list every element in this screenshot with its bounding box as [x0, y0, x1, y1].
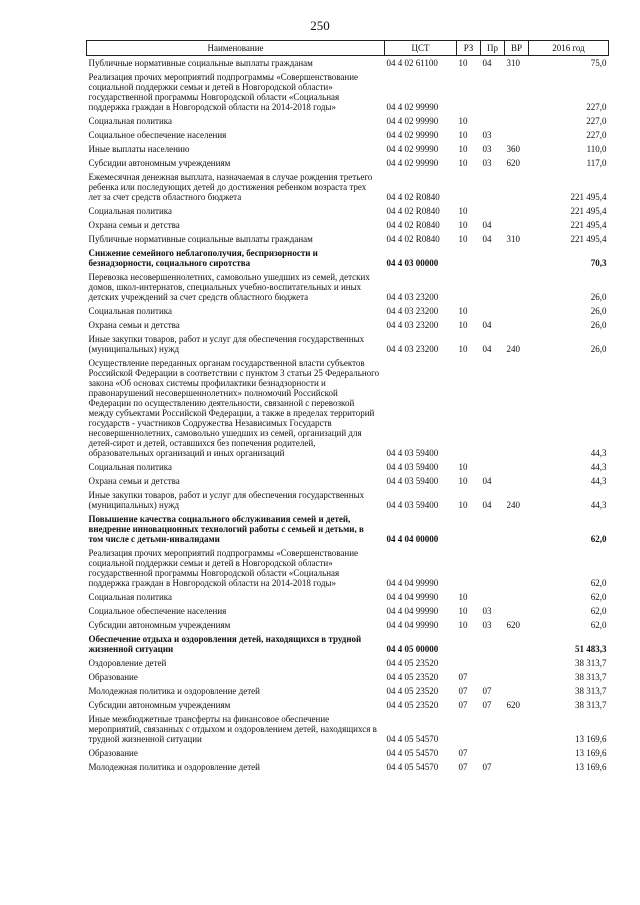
row-name: Образование: [88, 748, 138, 758]
table-row: [87, 128, 609, 142]
row-cst: 04 4 05 23520: [386, 658, 439, 668]
row-rz: 10: [458, 58, 468, 68]
row-rz: 10: [458, 234, 468, 244]
row-rz: [457, 356, 481, 460]
row-name: Социальное обеспечение населения: [88, 130, 227, 140]
row-name: Осуществление переданных органам государственной власти субъектов Российской Федерации в соответствии с пунктом 3 статьи 25 Федерального закона «Об основах системы профилактики безнадзорности и правонарушений несовершеннолетних» полномочий Российской Федерации по осуществлению деятельности, связанной с перевозкой между субъектами Российской Федерации, а также в пределах территорий государств - участников Содружества Независимых Государств несовершеннолетних, самовольно ушедших из семей, организаций для детей-сирот и детей, оставшихся без попечения родителей, образовательных организаций и иных организаций: [88, 358, 380, 458]
row-pr: [481, 304, 505, 318]
row-name: Реализация прочих мероприятий подпрограммы «Совершенствование социальной поддержки семьи и детей в Новгородской области» государственной программы Новгородской области «Социальная поддержка граждан в Новгородской области на 2014-2018 годы»: [88, 72, 359, 112]
row-name: Охрана семьи и детства: [88, 320, 180, 330]
table-row: [87, 488, 609, 512]
row-pr: 03: [482, 144, 492, 154]
row-vr: [505, 170, 529, 204]
table-row: [87, 170, 609, 204]
row-pr: 04: [482, 320, 492, 330]
row-pr: [481, 712, 505, 746]
row-cst: 04 4 03 23200: [386, 344, 439, 354]
row-cst: 04 4 03 59400: [386, 476, 439, 486]
row-vr: 310: [506, 58, 520, 68]
row-vr: 620: [506, 158, 520, 168]
table-row: [87, 56, 609, 71]
row-cst: 04 4 02 99990: [386, 116, 439, 126]
row-sum: 26,0: [590, 292, 607, 302]
row-cst: 04 4 02 R0840: [386, 192, 440, 202]
row-cst: 04 4 02 99990: [386, 102, 439, 112]
row-cst: 04 4 02 R0840: [386, 206, 440, 216]
row-rz: 07: [458, 672, 468, 682]
row-name: Иные межбюджетные трансферты на финансовое обеспечение мероприятий, связанных с отдыхом и оздоровлением детей, находящихся в трудной жизненной ситуации: [88, 714, 377, 744]
row-pr: 04: [482, 344, 492, 354]
row-pr: [481, 460, 505, 474]
header-pr: Пр: [481, 41, 505, 56]
table-row: [87, 142, 609, 156]
row-name: Публичные нормативные социальные выплаты гражданам: [88, 58, 313, 68]
table-row: [87, 356, 609, 460]
row-vr: [505, 684, 529, 698]
page-number: 250: [310, 18, 330, 33]
table-row: [87, 684, 609, 698]
row-pr: 04: [482, 58, 492, 68]
row-cst: 04 4 04 99990: [386, 620, 439, 630]
row-sum: 38 313,7: [575, 686, 607, 696]
table-row: [87, 114, 609, 128]
row-name: Социальная политика: [88, 206, 172, 216]
row-cst: 04 4 05 23520: [386, 700, 439, 710]
row-cst: 04 4 02 61100: [386, 58, 438, 68]
table-row: [87, 512, 609, 546]
row-vr: 240: [506, 500, 520, 510]
row-sum: 62,0: [590, 592, 607, 602]
row-name: Субсидии автономным учреждениям: [88, 620, 231, 630]
row-sum: 26,0: [590, 306, 607, 316]
row-name: Повышение качества социального обслуживания семей и детей, внедрение инновационных технологий работы с семьей и детьми, в том числе с детьми-инвалидами: [88, 514, 364, 544]
row-rz: 10: [458, 462, 468, 472]
row-vr: [505, 318, 529, 332]
table-row: [87, 590, 609, 604]
row-vr: [505, 590, 529, 604]
row-sum: 51 483,3: [575, 644, 607, 654]
row-cst: 04 4 05 00000: [386, 644, 439, 654]
table-row: [87, 712, 609, 746]
row-rz: [457, 512, 481, 546]
row-name: Реализация прочих мероприятий подпрограммы «Совершенствование социальной поддержки семьи и детей в Новгородской области» государственной программы Новгородской области «Социальная поддержка граждан в Новгородской области на 2014-2018 годы»: [88, 548, 359, 588]
row-name: Молодежная политика и оздоровление детей: [88, 686, 260, 696]
row-pr: [481, 546, 505, 590]
row-vr: 620: [506, 700, 520, 710]
row-rz: 07: [458, 686, 468, 696]
row-vr: 310: [506, 234, 520, 244]
row-pr: [481, 356, 505, 460]
row-pr: 04: [482, 476, 492, 486]
row-vr: [505, 712, 529, 746]
row-pr: [481, 590, 505, 604]
row-sum: 227,0: [586, 102, 607, 112]
row-cst: 04 4 04 99990: [386, 606, 439, 616]
table-row: [87, 460, 609, 474]
row-cst: 04 4 02 R0840: [386, 220, 440, 230]
row-name: Оздоровление детей: [88, 658, 167, 668]
row-rz: 10: [458, 344, 468, 354]
row-rz: 10: [458, 306, 468, 316]
row-rz: 10: [458, 606, 468, 616]
row-name: Образование: [88, 672, 138, 682]
row-cst: 04 4 03 00000: [386, 258, 439, 268]
row-name: Охрана семьи и детства: [88, 476, 180, 486]
row-pr: 03: [482, 606, 492, 616]
row-vr: [505, 760, 529, 774]
row-cst: 04 4 05 54570: [386, 762, 439, 772]
row-pr: 04: [482, 500, 492, 510]
row-sum: 38 313,7: [575, 672, 607, 682]
row-pr: 03: [482, 158, 492, 168]
row-sum: 44,3: [590, 476, 607, 486]
row-rz: 10: [458, 116, 468, 126]
row-name: Социальное обеспечение населения: [88, 606, 227, 616]
row-vr: [505, 114, 529, 128]
row-sum: 227,0: [586, 116, 607, 126]
row-rz: 10: [458, 476, 468, 486]
header-rz: РЗ: [457, 41, 481, 56]
table-row: [87, 698, 609, 712]
row-rz: 10: [458, 500, 468, 510]
row-vr: [505, 632, 529, 656]
header-vr: ВР: [505, 41, 529, 56]
table-row: [87, 632, 609, 656]
row-rz: [457, 656, 481, 670]
row-cst: 04 4 03 23200: [386, 292, 439, 302]
row-name: Публичные нормативные социальные выплаты гражданам: [88, 234, 313, 244]
row-pr: [481, 270, 505, 304]
row-rz: 10: [458, 144, 468, 154]
row-rz: 10: [458, 130, 468, 140]
table-row: [87, 332, 609, 356]
table-row: [87, 270, 609, 304]
row-sum: 38 313,7: [575, 658, 607, 668]
row-rz: 10: [458, 320, 468, 330]
table-row: [87, 618, 609, 632]
row-pr: [481, 656, 505, 670]
row-name: Охрана семьи и детства: [88, 220, 180, 230]
row-rz: [457, 546, 481, 590]
row-cst: 04 4 04 99990: [386, 592, 439, 602]
row-sum: 221 495,4: [570, 234, 607, 244]
row-sum: 26,0: [590, 344, 607, 354]
row-cst: 04 4 03 59400: [386, 500, 439, 510]
row-cst: 04 4 03 59400: [386, 448, 439, 458]
row-sum: 62,0: [590, 620, 607, 630]
row-pr: [481, 670, 505, 684]
row-name: Субсидии автономным учреждениям: [88, 700, 231, 710]
row-name: Социальная политика: [88, 592, 172, 602]
table-row: [87, 546, 609, 590]
row-cst: 04 4 05 54570: [386, 748, 439, 758]
row-pr: 07: [482, 686, 492, 696]
row-pr: [481, 114, 505, 128]
row-vr: [505, 512, 529, 546]
table-row: [87, 246, 609, 270]
row-cst: 04 4 03 23200: [386, 320, 439, 330]
budget-table: [86, 40, 609, 774]
row-cst: 04 4 05 54570: [386, 734, 439, 744]
row-name: Обеспечение отдыха и оздоровления детей, находящихся в трудной жизненной ситуации: [88, 634, 362, 654]
row-vr: [505, 204, 529, 218]
table-row: [87, 304, 609, 318]
row-sum: 75,0: [590, 58, 607, 68]
row-rz: 07: [458, 762, 468, 772]
row-pr: [481, 632, 505, 656]
row-pr: [481, 204, 505, 218]
row-pr: 07: [482, 700, 492, 710]
row-name: Социальная политика: [88, 306, 172, 316]
row-name: Иные закупки товаров, работ и услуг для обеспечения государственных (муниципальных) нужд: [88, 334, 365, 354]
row-sum: 221 495,4: [570, 220, 607, 230]
row-vr: 360: [506, 144, 520, 154]
row-pr: [481, 70, 505, 114]
row-rz: 10: [458, 158, 468, 168]
row-name: Социальная политика: [88, 462, 172, 472]
row-pr: [481, 170, 505, 204]
table-row: [87, 156, 609, 170]
row-cst: 04 4 02 99990: [386, 158, 439, 168]
table-row: [87, 746, 609, 760]
row-pr: 03: [482, 130, 492, 140]
row-pr: [481, 746, 505, 760]
row-name: Иные выплаты населению: [88, 144, 190, 154]
row-cst: 04 4 04 00000: [386, 534, 439, 544]
row-sum: 221 495,4: [570, 206, 607, 216]
row-vr: [505, 70, 529, 114]
row-vr: [505, 270, 529, 304]
row-cst: 04 4 05 23520: [386, 672, 439, 682]
row-rz: 07: [458, 700, 468, 710]
row-sum: 110,0: [586, 144, 607, 154]
row-name: Субсидии автономным учреждениям: [88, 158, 231, 168]
row-vr: [505, 304, 529, 318]
table-row: [87, 760, 609, 774]
table-row: [87, 218, 609, 232]
row-name: Ежемесячная денежная выплата, назначаемая в случае рождения третьего ребенка или последующих детей до достижения ребенком возраста трех лет за счет средств областного бюджета: [88, 172, 373, 202]
row-cst: 04 4 02 R0840: [386, 234, 440, 244]
row-vr: [505, 460, 529, 474]
header-year: 2016 год: [529, 41, 609, 56]
row-vr: [505, 474, 529, 488]
row-sum: 227,0: [586, 130, 607, 140]
row-vr: [505, 128, 529, 142]
row-sum: 62,0: [590, 534, 607, 544]
table-row: [87, 670, 609, 684]
row-name: Социальная политика: [88, 116, 172, 126]
row-rz: 10: [458, 206, 468, 216]
row-sum: 13 169,6: [575, 762, 607, 772]
row-rz: [457, 712, 481, 746]
row-vr: [505, 218, 529, 232]
table-body: [87, 56, 609, 775]
row-sum: 26,0: [590, 320, 607, 330]
row-pr: [481, 246, 505, 270]
row-vr: [505, 604, 529, 618]
table-row: [87, 318, 609, 332]
row-cst: 04 4 04 99990: [386, 578, 439, 588]
row-name: Иные закупки товаров, работ и услуг для обеспечения государственных (муниципальных) нужд: [88, 490, 365, 510]
row-sum: 70,3: [590, 258, 607, 268]
row-rz: [457, 270, 481, 304]
header-cst: ЦСТ: [385, 41, 457, 56]
table-row: [87, 70, 609, 114]
row-sum: 62,0: [590, 606, 607, 616]
row-sum: 44,3: [590, 500, 607, 510]
table-row: [87, 604, 609, 618]
row-sum: 44,3: [590, 462, 607, 472]
row-cst: 04 4 05 23520: [386, 686, 439, 696]
table-row: [87, 232, 609, 246]
row-rz: 10: [458, 592, 468, 602]
row-sum: 13 169,6: [575, 748, 607, 758]
row-vr: [505, 670, 529, 684]
table-row: [87, 656, 609, 670]
row-rz: [457, 70, 481, 114]
row-rz: 10: [458, 220, 468, 230]
row-cst: 04 4 02 99990: [386, 144, 439, 154]
row-sum: 117,0: [586, 158, 607, 168]
row-vr: [505, 356, 529, 460]
header-name: Наименование: [87, 41, 385, 56]
row-sum: 38 313,7: [575, 700, 607, 710]
row-vr: 240: [506, 344, 520, 354]
row-pr: 04: [482, 220, 492, 230]
row-vr: [505, 246, 529, 270]
row-name: Молодежная политика и оздоровление детей: [88, 762, 260, 772]
table-header-row: [87, 41, 609, 56]
row-sum: 13 169,6: [575, 734, 607, 744]
row-pr: 07: [482, 762, 492, 772]
row-pr: 04: [482, 234, 492, 244]
row-pr: 03: [482, 620, 492, 630]
row-sum: 221 495,4: [570, 192, 607, 202]
row-vr: [505, 656, 529, 670]
row-cst: 04 4 03 23200: [386, 306, 439, 316]
row-pr: [481, 512, 505, 546]
row-sum: 44,3: [590, 448, 607, 458]
row-vr: 620: [506, 620, 520, 630]
row-vr: [505, 546, 529, 590]
row-cst: 04 4 03 59400: [386, 462, 439, 472]
row-rz: [457, 170, 481, 204]
row-rz: 07: [458, 748, 468, 758]
row-rz: 10: [458, 620, 468, 630]
row-rz: [457, 632, 481, 656]
row-name: Снижение семейного неблагополучия, беспризорности и безнадзорности, социального сиротства: [88, 248, 318, 268]
row-sum: 62,0: [590, 578, 607, 588]
table-row: [87, 204, 609, 218]
row-cst: 04 4 02 99990: [386, 130, 439, 140]
table-row: [87, 474, 609, 488]
row-rz: [457, 246, 481, 270]
row-vr: [505, 746, 529, 760]
row-name: Перевозка несовершеннолетних, самовольно ушедших из семей, детских домов, школ-интернатов, специальных учебно-воспитательных и иных детских учреждений за счет средств областного бюджета: [88, 272, 370, 302]
